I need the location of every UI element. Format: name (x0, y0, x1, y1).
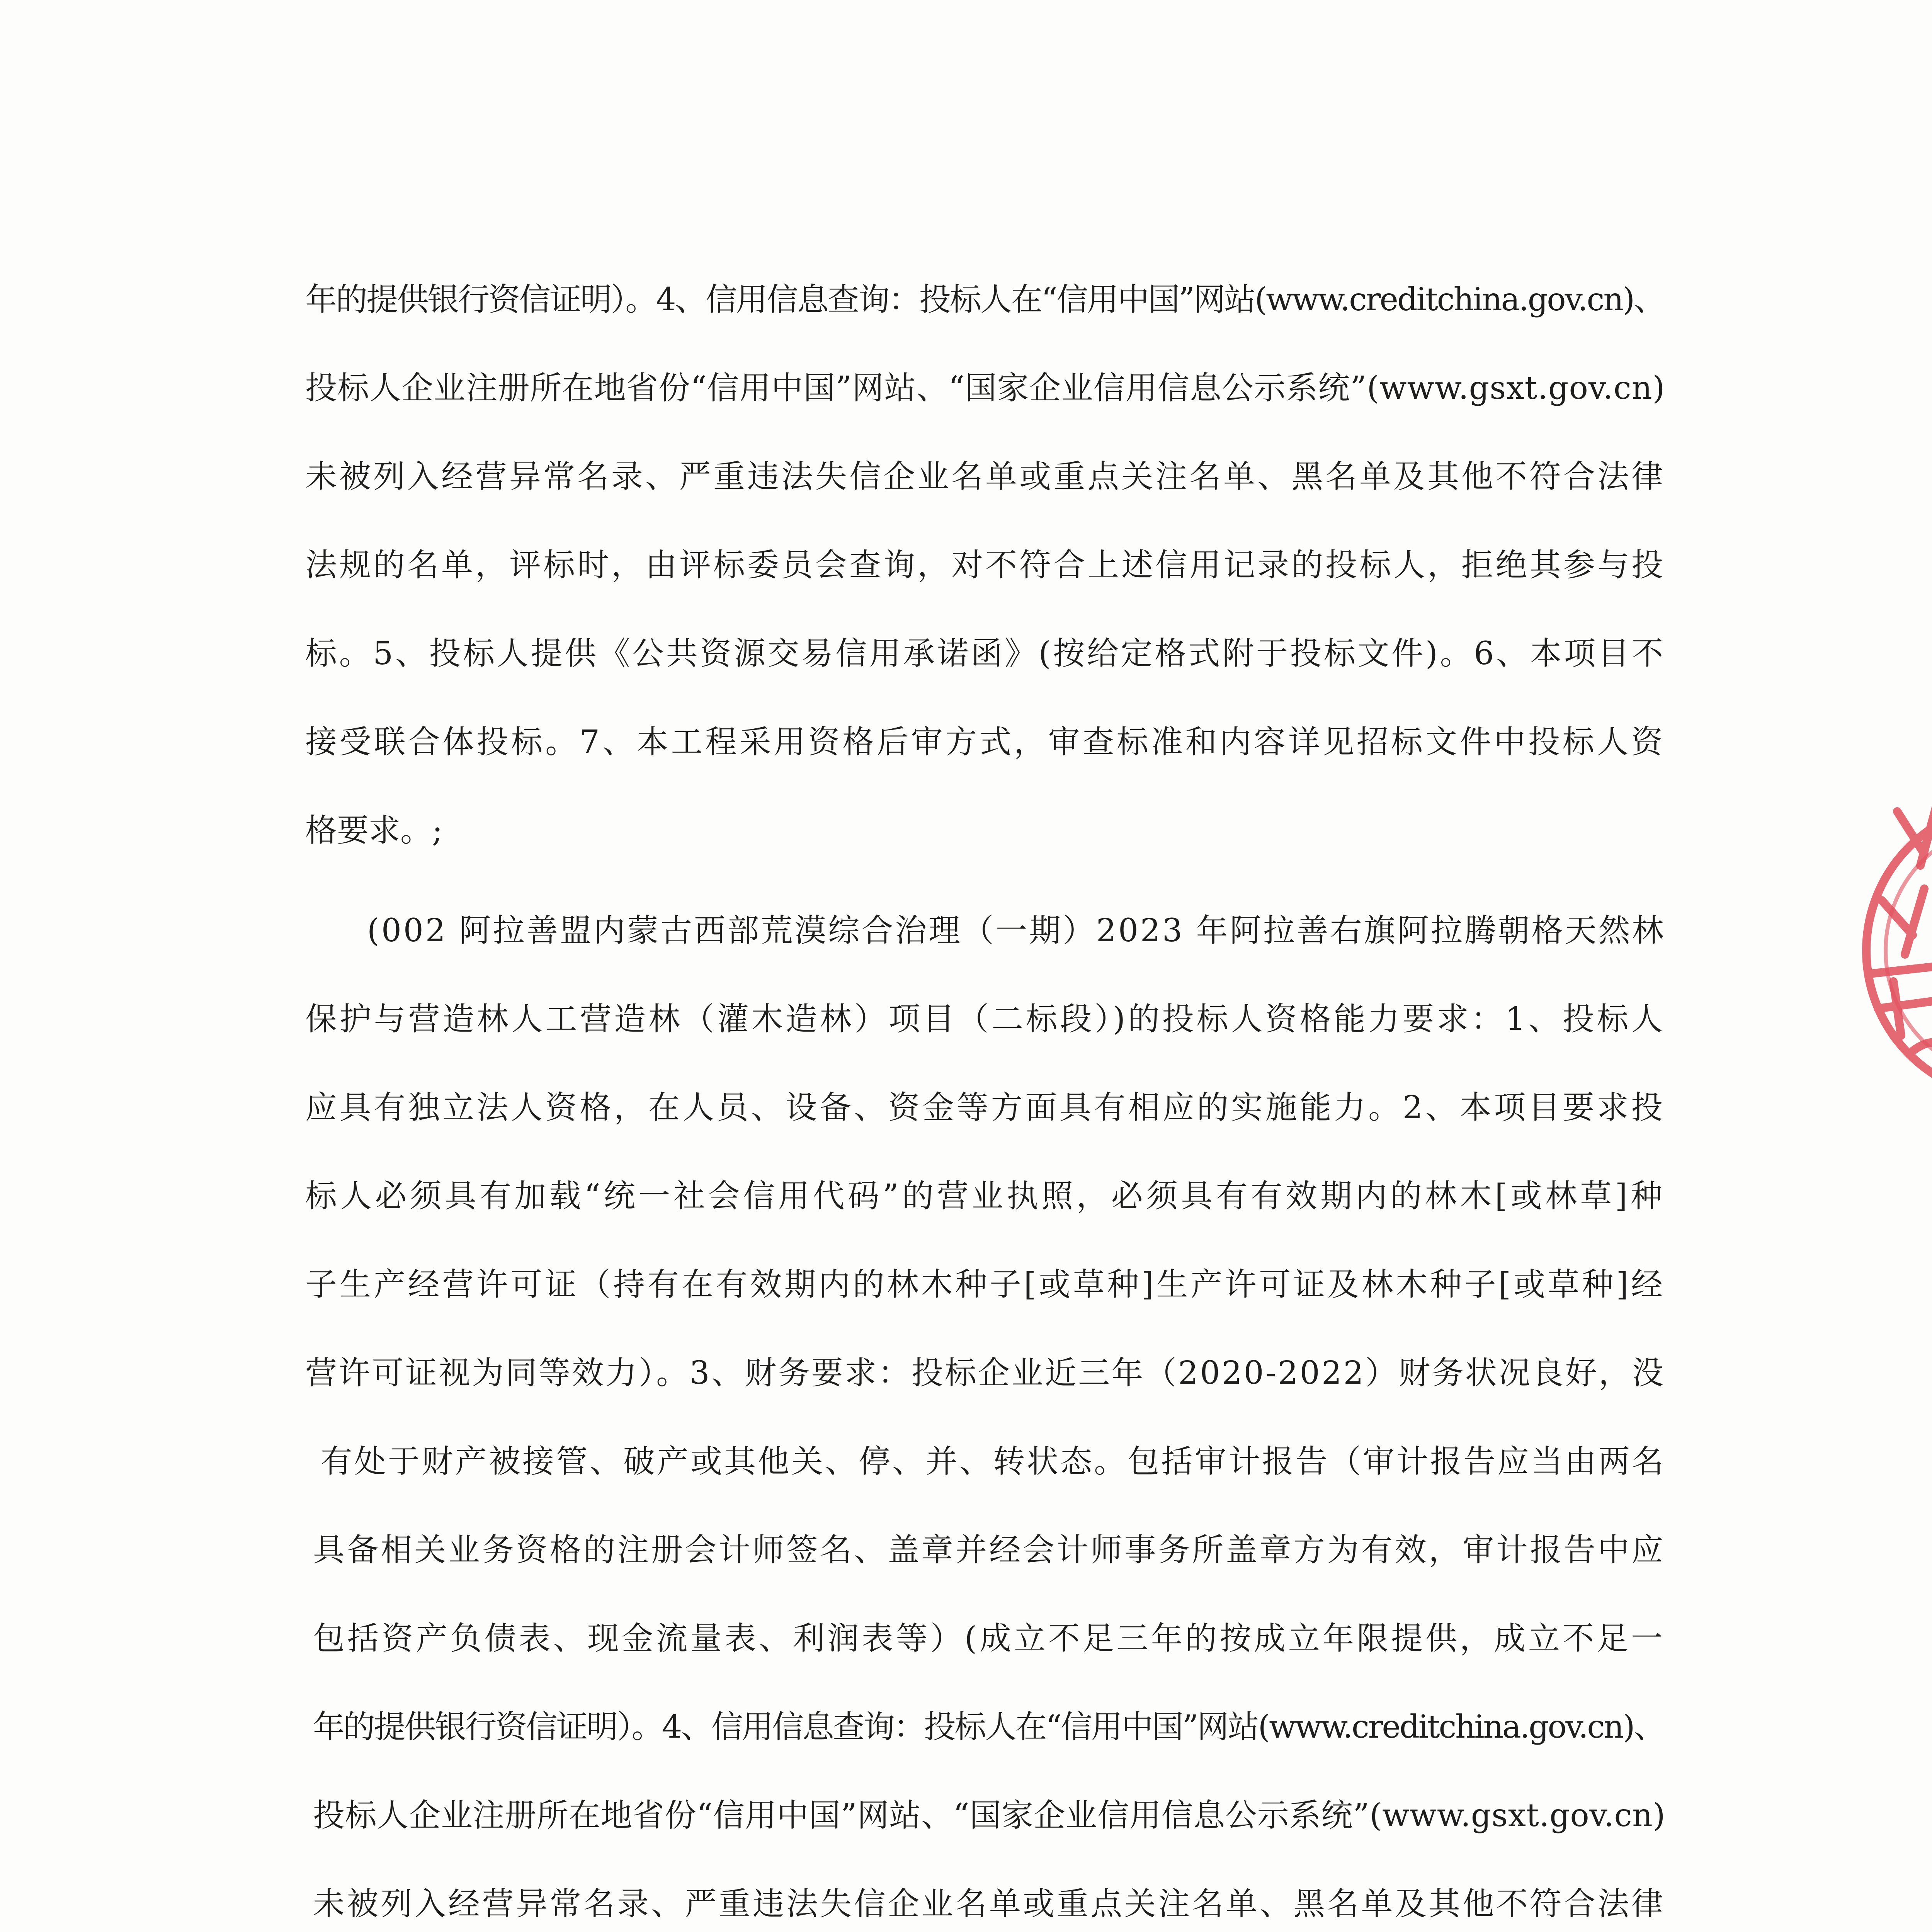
text-line: 营许可证视为同等效力）。3、财务要求：投标企业近三年（2020-2022）财务状况良好，没 (305, 1355, 1665, 1391)
text-line: 年的提供银行资信证明）。4、信用信息查询：投标人在“信用中国”网站(www.creditchina.gov.cn)、 (305, 281, 1665, 318)
text-line: 未被列入经营异常名录、严重违法失信企业名单或重点关注名单、黑名单及其他不符合法律 (305, 458, 1666, 495)
text-line: 投标人企业注册所在地省份“信用中国”网站、“国家企业信用信息公示系统”(www.gsxt.gov.cn) (305, 370, 1665, 406)
text-line: 标人必须具有加载“统一社会信用代码”的营业执照，必须具有有效期内的林木[或林草]种 (305, 1178, 1666, 1214)
text-line: 子生产经营许可证（持有在有效期内的林木种子[或草种]生产许可证及林木种子[或草种]经 (305, 1266, 1665, 1303)
text-line: 法规的名单，评标时，由评标委员会查询，对不符合上述信用记录的投标人，拒绝其参与投 (305, 547, 1666, 583)
red-seal-stamp-icon (1847, 773, 1932, 1121)
text-line: 保护与营造林人工营造林（灌木造林）项目（二标段）)的投标人资格能力要求：1、投标人 (305, 1001, 1666, 1037)
text-line: 接受联合体投标。7、本工程采用资格后审方式，审查标准和内容详见招标文件中投标人资 (305, 724, 1666, 760)
text-line: 标。5、投标人提供《公共资源交易信用承诺函》(按给定格式附于投标文件)。6、本项目不 (305, 635, 1666, 672)
text-line: 有处于财产被接管、破产或其他关、停、并、转状态。包括审计报告（审计报告应当由两名 (321, 1443, 1666, 1480)
text-line: 未被列入经营异常名录、严重违法失信企业名单或重点关注名单、黑名单及其他不符合法律 (313, 1886, 1665, 1922)
text-line: 应具有独立法人资格，在人员、设备、资金等方面具有相应的实施能力。2、本项目要求投 (305, 1089, 1666, 1126)
text-line: 年的提供银行资信证明）。4、信用信息查询：投标人在“信用中国”网站(www.creditchina.gov.cn)、 (313, 1709, 1664, 1745)
text-line: 投标人企业注册所在地省份“信用中国”网站、“国家企业信用信息公示系统”(www.gsxt.gov.cn) (313, 1797, 1666, 1834)
text-line: 具备相关业务资格的注册会计师签名、盖章并经会计师事务所盖章方为有效，审计报告中应 (313, 1532, 1665, 1568)
text-line: 格要求。; (305, 812, 443, 849)
text-line: 包括资产负债表、现金流量表、利润表等）(成立不足三年的按成立年限提供，成立不足一 (313, 1620, 1665, 1657)
paragraph-first-line: (002 阿拉善盟内蒙古西部荒漠综合治理（一期）2023 年阿拉善右旗阿拉腾朝格天然林 (367, 912, 1666, 949)
